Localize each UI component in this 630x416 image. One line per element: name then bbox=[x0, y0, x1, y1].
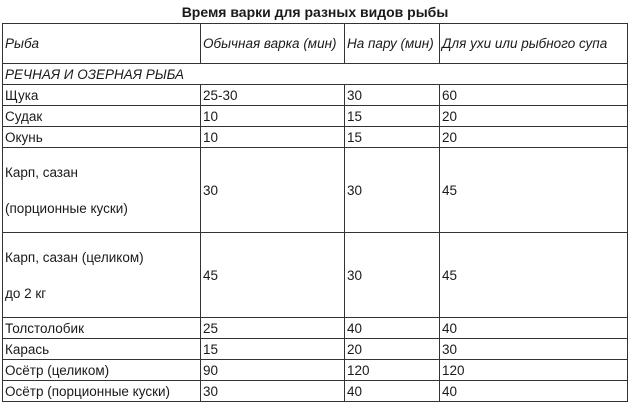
cell-soup: 40 bbox=[440, 318, 628, 339]
cell-regular: 45 bbox=[201, 233, 345, 318]
cell-steam: 30 bbox=[345, 148, 440, 233]
cell-soup: 20 bbox=[440, 127, 628, 148]
cell-regular: 30 bbox=[201, 148, 345, 233]
header-steam: На пару (мин) bbox=[345, 24, 440, 64]
cell-fish: Карась bbox=[3, 339, 201, 360]
cell-soup: 45 bbox=[440, 233, 628, 318]
header-soup: Для ухи или рыбного супа bbox=[440, 24, 628, 64]
cell-steam: 15 bbox=[345, 127, 440, 148]
cell-fish: Судак bbox=[3, 106, 201, 127]
table-row bbox=[3, 318, 628, 339]
header-row bbox=[3, 24, 628, 64]
section-label: РЕЧНАЯ И ОЗЕРНАЯ РЫБА bbox=[3, 64, 628, 85]
cell-fish bbox=[3, 148, 201, 233]
cell-regular: 25 bbox=[201, 318, 345, 339]
cell-regular: 15 bbox=[201, 339, 345, 360]
cell-regular: 10 bbox=[201, 106, 345, 127]
header-fish: Рыба bbox=[3, 24, 201, 64]
cell-steam: 15 bbox=[345, 106, 440, 127]
cell-fish: Щука bbox=[3, 85, 201, 106]
cell-soup: 60 bbox=[440, 85, 628, 106]
cell-fish: Осётр (порционные куски) bbox=[3, 381, 201, 402]
cell-soup: 40 bbox=[440, 381, 628, 402]
fish-note: до 2 кг bbox=[5, 285, 47, 301]
fish-name: Карп, сазан bbox=[5, 164, 78, 180]
cell-fish: Осётр (целиком) bbox=[3, 360, 201, 381]
section-row bbox=[3, 64, 628, 85]
header-regular: Обычная варка (мин) bbox=[201, 24, 345, 64]
fish-name: Карп, сазан (целиком) bbox=[5, 249, 144, 265]
table-row bbox=[3, 85, 628, 106]
cell-steam: 40 bbox=[345, 318, 440, 339]
table-row bbox=[3, 127, 628, 148]
table-row bbox=[3, 360, 628, 381]
cell-fish bbox=[3, 233, 201, 318]
fish-note: (порционные куски) bbox=[5, 200, 128, 216]
cell-fish: Окунь bbox=[3, 127, 201, 148]
cell-steam: 120 bbox=[345, 360, 440, 381]
cell-regular: 90 bbox=[201, 360, 345, 381]
cell-steam: 30 bbox=[345, 233, 440, 318]
table-row bbox=[3, 339, 628, 360]
cell-soup: 120 bbox=[440, 360, 628, 381]
cell-regular: 10 bbox=[201, 127, 345, 148]
cell-regular: 30 bbox=[201, 381, 345, 402]
cell-steam: 30 bbox=[345, 85, 440, 106]
cooking-time-table bbox=[2, 23, 628, 402]
cell-soup: 20 bbox=[440, 106, 628, 127]
cell-soup: 30 bbox=[440, 339, 628, 360]
cell-steam: 40 bbox=[345, 381, 440, 402]
cell-fish: Толстолобик bbox=[3, 318, 201, 339]
cell-regular: 25-30 bbox=[201, 85, 345, 106]
table-row bbox=[3, 381, 628, 402]
table-row bbox=[3, 233, 628, 318]
table-title: Время варки для разных видов рыбы bbox=[181, 4, 449, 20]
table-row bbox=[3, 148, 628, 233]
cell-steam: 20 bbox=[345, 339, 440, 360]
table-row bbox=[3, 106, 628, 127]
cell-soup: 45 bbox=[440, 148, 628, 233]
